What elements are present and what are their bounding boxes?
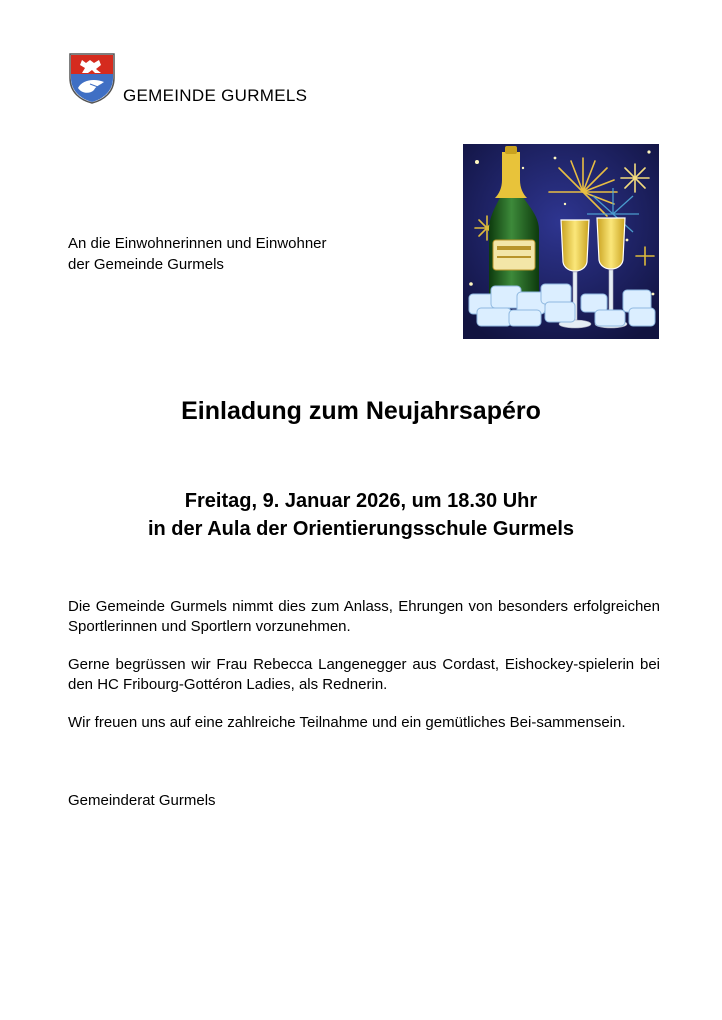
- champagne-fireworks-illustration: [463, 144, 659, 339]
- event-date: Freitag, 9. Januar 2026, um 18.30 Uhr: [184, 490, 538, 512]
- body-paragraph-speaker: Gerne begrüssen wir Frau Rebecca Langenegger aus Cordast, Eishockey-spielerin bei den HC Fribourg-Gottéron Ladies, als Rednerin.: [68, 656, 660, 693]
- recipient-address: [68, 233, 327, 275]
- address-line-1: An die Einwohnerinnen und Einwohner: [68, 235, 327, 252]
- body-paragraph-closing: Wir freuen uns auf eine zahlreiche Teilnahme und ein gemütliches Bei-sammensein.: [68, 714, 626, 731]
- body-paragraph-honors: Die Gemeinde Gurmels nimmt dies zum Anlass, Ehrungen von besonders erfolgreichen Sportlerinnen und Sportlern vorzunehmen.: [68, 598, 660, 635]
- invitation-title: Einladung zum Neujahrsapéro: [181, 397, 541, 425]
- event-details: [0, 487, 722, 543]
- address-line-2: der Gemeinde Gurmels: [68, 256, 224, 273]
- municipal-crest-icon: [68, 52, 116, 104]
- event-location: in der Aula der Orientierungsschule Gurmels: [147, 518, 575, 540]
- organization-name: GEMEINDE GURMELS: [123, 86, 308, 105]
- signature: Gemeinderat Gurmels: [68, 792, 216, 809]
